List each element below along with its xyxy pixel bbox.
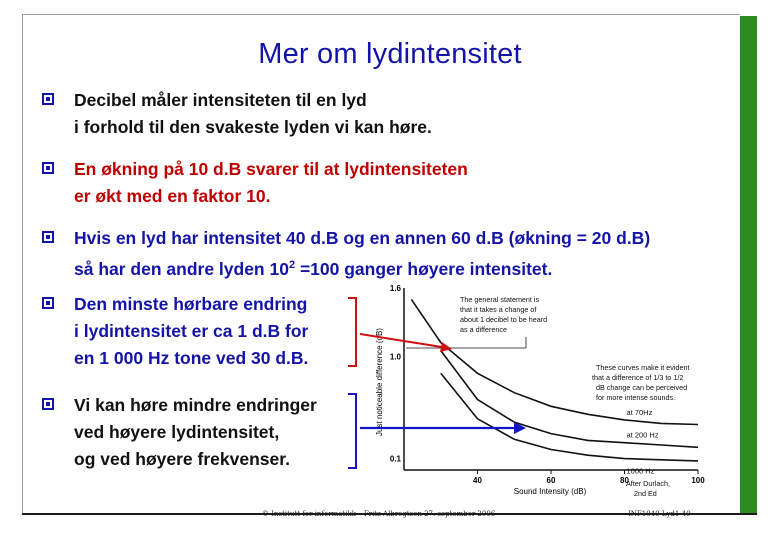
checkbox-bullet-icon <box>42 297 54 309</box>
bullet-3-line-2: så har den andre lyden $10^2 =100$ ganger høyere intensitet. <box>74 258 553 279</box>
footer-slide-id: INF1040-Lyd1-40 <box>628 510 691 518</box>
red-bracket <box>348 298 356 366</box>
series-line-0 <box>411 299 698 424</box>
y-tick-label: 1.0 <box>389 352 401 362</box>
x-tick-label: 60 <box>546 476 556 485</box>
checkbox-bullet-icon <box>42 93 54 105</box>
bullet-2 <box>42 156 468 210</box>
x-axis-label: Sound Intensity (dB) <box>513 487 587 496</box>
footer-credit: © Institutt for informatikk – Fritz Albregtsen 27. september 2006 <box>262 510 496 518</box>
bullet-5-line-2: ved høyere lydintensitet, <box>74 422 280 442</box>
series-label-1: at 200 Hz <box>626 430 659 440</box>
x-tick-label: 40 <box>473 476 482 485</box>
bullet-3 <box>42 225 650 283</box>
blue-bracket <box>348 394 356 468</box>
bullet-2-line-1: En økning på 10 d.B svarer til at lydintensiteten <box>74 159 468 179</box>
annotation-general-line-3: about 1 decibel to be heard <box>460 315 548 324</box>
checkbox-bullet-icon <box>42 398 54 410</box>
y-tick-label: 0.1 <box>389 454 401 464</box>
bullet-5 <box>42 392 317 473</box>
annotation-source-line-2: 2nd Ed <box>634 489 657 498</box>
bullet-1-line-1: Decibel måler intensiteten til en lyd <box>74 90 367 110</box>
bullet-5-line-3: og ved høyere frekvenser. <box>74 449 290 469</box>
checkbox-bullet-icon <box>42 162 54 174</box>
bullet-4-line-3: en 1 000 Hz tone ved 30 d.B. <box>74 348 309 368</box>
bullet-5-line-1: Vi kan høre mindre endringer <box>74 395 317 415</box>
series-label-2: 1000 Hz <box>626 466 655 476</box>
annotation-general-line-1: The general statement is <box>460 295 540 304</box>
annotation-curves-line-3: dB change can be perceived <box>596 383 688 392</box>
bullet-4-line-2: i lydintensitet er ca 1 d.B for <box>74 321 309 341</box>
bullet-3-line-1: Hvis en lyd har intensitet 40 d.B og en annen 60 d.B (økning = 20 d.B) <box>74 228 651 248</box>
annotation-curves-line-4: for more intense sounds. <box>596 393 676 402</box>
bullet-2-line-2: er økt med en faktor 10. <box>74 186 271 206</box>
y-axis-label: Just noticeable difference (dB) <box>375 328 384 436</box>
annotation-curves-line-2: that a difference of 1/3 to 1/2 <box>592 373 684 382</box>
checkbox-bullet-icon <box>42 231 54 243</box>
bullet-4 <box>42 291 308 372</box>
bullet-1-line-2: i forhold til den svakeste lyden vi kan høre. <box>74 117 432 137</box>
slide-title: Mer om lydintensitet <box>258 38 522 70</box>
annotation-curves-line-1: These curves make it evident <box>596 363 690 372</box>
x-tick-label: 100 <box>691 476 705 485</box>
bullet-4-line-1: Den minste hørbare endring <box>74 294 308 314</box>
brackets <box>346 296 366 476</box>
annotation-general-line-2: that it takes a change of <box>460 305 537 314</box>
annotation-general-line-4: as a difference <box>460 325 508 334</box>
bullet-1 <box>42 87 432 141</box>
y-tick-label: 1.6 <box>389 284 401 293</box>
series-label-0: at 70Hz <box>626 407 653 417</box>
x-tick-label: 80 <box>620 476 629 485</box>
annotation-source-line-1: After Durlach, <box>626 479 670 488</box>
accent-bar <box>740 16 757 514</box>
jnd-chart <box>360 282 738 504</box>
